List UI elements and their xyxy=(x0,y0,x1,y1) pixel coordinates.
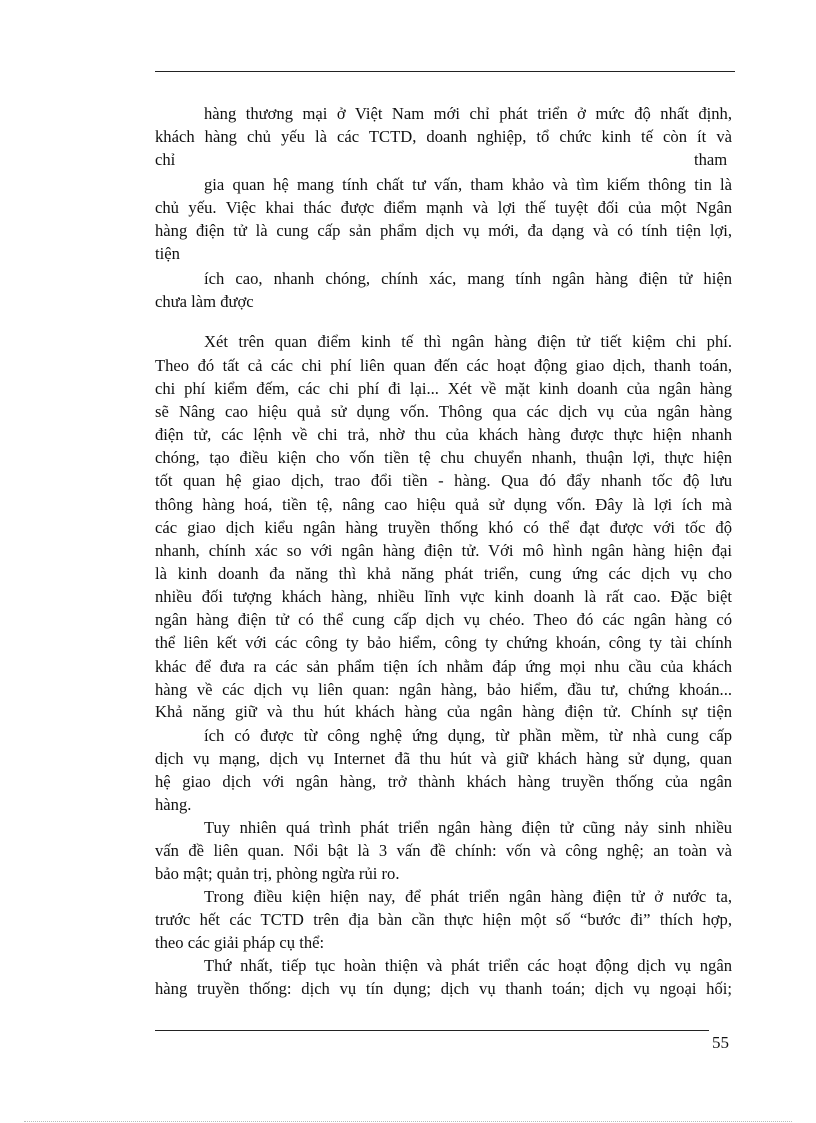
text-line: Xét trên quan điểm kinh tế thì ngân hàng điện tử tiết kiệm chi phí. xyxy=(204,332,732,351)
text-line: là kinh doanh đa năng thì khả năng phát triển, cung ứng các dịch vụ cho xyxy=(155,564,732,583)
text-line: tham xyxy=(694,150,728,169)
text-line: chưa làm được xyxy=(155,292,254,311)
text-line: Trong điều kiện hiện nay, để phát triển ngân hàng điện tử ở nước ta, xyxy=(204,887,732,906)
text-line: trước hết các TCTD trên địa bàn cần thực hiện một số “bước đi” thích hợp, xyxy=(155,910,732,929)
text-line: ích có được từ công nghệ ứng dụng, từ phần mềm, từ nhà cung cấp xyxy=(204,726,732,745)
text-line: thể liên kết với các công ty bảo hiểm, công ty chứng khoán, công ty tài chính xyxy=(155,633,732,652)
text-line: chỉ xyxy=(155,150,176,169)
text-line: nhanh, chính xác so với ngân hàng điện tử. Với mô hình ngân hàng hiện đại xyxy=(155,541,732,560)
text-line: điện tử, các lệnh về chi trả, nhờ thu của khách hàng được thực hiện nhanh xyxy=(155,425,732,444)
text-line: hàng truyền thống: dịch vụ tín dụng; dịch vụ thanh toán; dịch vụ ngoại hối; xyxy=(155,979,732,998)
text-line: sẽ Nâng cao hiệu quả sử dụng vốn. Thông qua các dịch vụ của ngân hàng xyxy=(155,402,732,421)
text-line: theo các giải pháp cụ thể: xyxy=(155,933,325,952)
text-line: tốt quan hệ giao dịch, trao đổi tiền - hàng. Qua đó đẩy nhanh tốc độ lưu xyxy=(155,471,732,490)
text-line: chi phí kiểm đếm, các chi phí đi lại... Xét về mặt kinh doanh của ngân hàng xyxy=(155,379,732,398)
page-edge-divider xyxy=(24,1121,792,1122)
page-number: 55 xyxy=(712,1033,729,1052)
text-line: các giao dịch kiểu ngân hàng truyền thống khó có thể đạt được với tốc độ xyxy=(155,518,732,537)
text-line: chủ yếu. Việc khai thác được điểm mạnh và lợi thế tuyệt đối của một Ngân xyxy=(155,198,732,217)
text-line: khác để đưa ra các sản phẩm tiện ích nhằm đáp ứng mọi nhu cầu của khách xyxy=(155,657,732,676)
text-line: hệ giao dịch với ngân hàng, trở thành khách hàng truyền thống của ngân xyxy=(155,772,732,791)
text-line: hàng điện tử là cung cấp sản phẩm dịch vụ mới, đa dạng và có tính tiện lợi, xyxy=(155,221,732,240)
text-line: Theo đó tất cả các chi phí liên quan đến các hoạt động giao dịch, thanh toán, xyxy=(155,356,732,375)
text-line: Thứ nhất, tiếp tục hoàn thiện và phát triển các hoạt động dịch vụ ngân xyxy=(204,956,732,975)
text-line: bảo mật; quản trị, phòng ngừa rủi ro. xyxy=(155,864,400,883)
text-line: Khả năng giữ và thu hút khách hàng của ngân hàng điện tử. Chính sự tiện xyxy=(155,702,732,721)
text-line: chóng, tạo điều kiện cho vốn tiền tệ chu chuyển nhanh, thuận lợi, thực hiện xyxy=(155,448,732,467)
text-line: dịch vụ mạng, dịch vụ Internet đã thu hút và giữ khách hàng sử dụng, quan xyxy=(155,749,732,768)
text-line: hàng thương mại ở Việt Nam mới chỉ phát triển ở mức độ nhất định, xyxy=(204,104,732,123)
text-line: gia quan hệ mang tính chất tư vấn, tham khảo và tìm kiếm thông tin là xyxy=(204,175,732,194)
text-line: tiện xyxy=(155,244,180,263)
text-line: thông hàng hoá, tiền tệ, nâng cao hiệu quả sử dụng vốn. Đây là lợi ích mà xyxy=(155,495,732,514)
header-rule xyxy=(155,71,735,72)
text-line: hàng về các dịch vụ liên quan: ngân hàng, bảo hiểm, đầu tư, chứng khoán... xyxy=(155,680,732,699)
text-line: ngân hàng điện tử có thể cung cấp dịch vụ chéo. Theo đó các ngân hàng có xyxy=(155,610,732,629)
text-line: ích cao, nhanh chóng, chính xác, mang tính ngân hàng điện tử hiện xyxy=(204,269,732,288)
text-line: hàng. xyxy=(155,795,192,814)
text-line: vấn đề liên quan. Nổi bật là 3 vấn đề chính: vốn và công nghệ; an toàn và xyxy=(155,841,732,860)
footer-rule xyxy=(155,1030,709,1031)
text-line: nhiều đối tượng khách hàng, nhiều lĩnh vực kinh doanh là rất cao. Đặc biệt xyxy=(155,587,732,606)
text-line: Tuy nhiên quá trình phát triển ngân hàng điện tử cũng nảy sinh nhiều xyxy=(204,818,732,837)
text-line: khách hàng chủ yếu là các TCTD, doanh nghiệp, tổ chức kinh tế còn ít và xyxy=(155,127,732,146)
